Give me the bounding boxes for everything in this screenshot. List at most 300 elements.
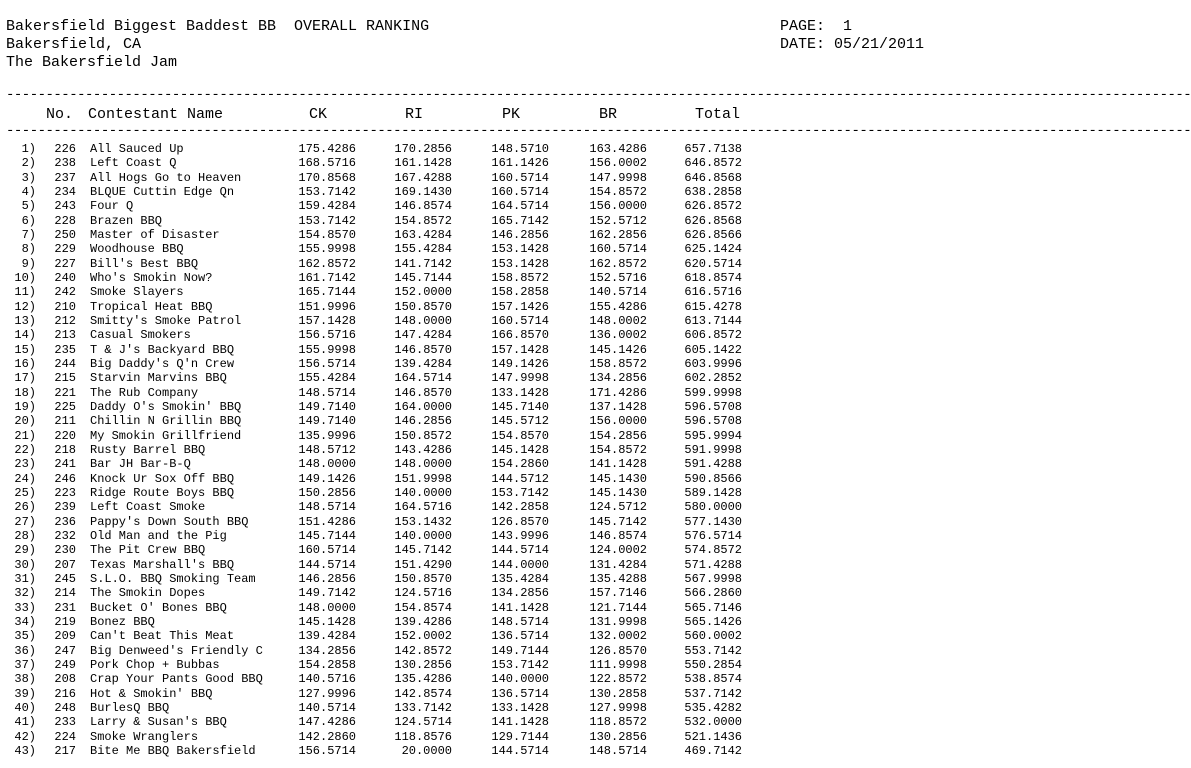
column-header-ri: RI <box>405 106 424 123</box>
cell-rank: 3) <box>21 170 36 185</box>
cell-ri: 154.8574 <box>394 600 452 615</box>
top-rule: ------------------------------------------------------------------------------------------------------------------------------------------------------ <box>6 87 1191 103</box>
cell-pk: 136.5714 <box>491 686 549 701</box>
cell-contestant-name: The Pit Crew BBQ <box>90 543 206 558</box>
cell-br: 124.0002 <box>589 543 647 558</box>
cell-ri: 151.4290 <box>394 557 452 572</box>
cell-contestant-name: Ridge Route Boys BBQ <box>90 485 235 500</box>
cell-pk: 144.5714 <box>491 743 549 758</box>
cell-rank: 4) <box>21 185 36 199</box>
cell-pk: 153.7142 <box>491 657 549 672</box>
cell-contestant-name: Left Coast Q <box>90 156 177 171</box>
cell-rank: 19) <box>14 399 36 414</box>
cell-rank: 33) <box>14 600 36 615</box>
cell-number: 212 <box>54 314 76 328</box>
cell-total: 521.1436 <box>684 729 742 744</box>
cell-number: 242 <box>54 285 76 300</box>
cell-total: 625.1424 <box>684 242 742 257</box>
cell-rank: 9) <box>21 256 36 271</box>
cell-rank: 26) <box>14 500 36 515</box>
cell-total: 606.8572 <box>684 328 742 343</box>
cell-br: 148.0002 <box>589 314 647 328</box>
cell-contestant-name: Big Denweed's Friendly C <box>90 643 263 658</box>
cell-total: 567.9998 <box>684 571 742 586</box>
cell-contestant-name: Texas Marshall's BBQ <box>90 557 235 572</box>
cell-ri: 170.2856 <box>394 142 452 156</box>
cell-rank: 29) <box>14 543 36 558</box>
cell-number: 234 <box>54 185 76 199</box>
table-row <box>0 629 950 643</box>
cell-rank: 32) <box>14 586 36 601</box>
cell-br: 156.0000 <box>589 414 647 429</box>
cell-br: 152.5716 <box>589 271 647 285</box>
column-header-name: Contestant Name <box>88 106 224 123</box>
cell-rank: 20) <box>14 414 36 429</box>
cell-pk: 134.2856 <box>491 586 549 601</box>
cell-ri: 142.8574 <box>394 686 452 701</box>
cell-rank: 14) <box>14 328 36 343</box>
cell-rank: 41) <box>14 715 36 730</box>
cell-rank: 8) <box>21 242 36 257</box>
cell-contestant-name: Bonez BBQ <box>90 614 155 629</box>
cell-ri: 141.7142 <box>394 256 452 271</box>
table-row <box>0 386 950 400</box>
cell-ck: 155.4284 <box>298 371 356 386</box>
cell-pk: 161.1426 <box>491 156 549 171</box>
cell-number: 209 <box>54 629 76 644</box>
cell-br: 121.7144 <box>589 600 647 615</box>
cell-pk: 157.1426 <box>491 299 549 314</box>
cell-pk: 158.8572 <box>491 271 549 285</box>
table-row <box>0 586 950 600</box>
table-row <box>0 457 950 471</box>
cell-pk: 153.1428 <box>491 256 549 271</box>
cell-total: 646.8568 <box>684 170 742 185</box>
cell-rank: 38) <box>14 672 36 687</box>
cell-ck: 153.7142 <box>298 213 356 228</box>
cell-ri: 152.0002 <box>394 629 452 644</box>
cell-total: 595.9994 <box>684 428 742 443</box>
cell-total: 596.5708 <box>684 414 742 429</box>
cell-br: 118.8572 <box>589 715 647 730</box>
table-row <box>0 242 950 256</box>
cell-ri: 164.0000 <box>394 399 452 414</box>
cell-total: 589.1428 <box>684 485 742 500</box>
cell-pk: 142.2858 <box>491 500 549 515</box>
table-row <box>0 500 950 514</box>
cell-number: 225 <box>54 399 76 414</box>
cell-number: 244 <box>54 356 76 371</box>
cell-ck: 159.4284 <box>298 199 356 214</box>
cell-rank: 23) <box>14 457 36 472</box>
cell-number: 219 <box>54 614 76 629</box>
cell-number: 232 <box>54 528 76 543</box>
cell-ri: 142.8572 <box>394 643 452 658</box>
cell-br: 137.1428 <box>589 399 647 414</box>
cell-total: 566.2860 <box>684 586 742 601</box>
cell-br: 158.8572 <box>589 356 647 371</box>
cell-br: 148.5714 <box>589 743 647 758</box>
cell-total: 560.0002 <box>684 629 742 644</box>
table-row <box>0 429 950 443</box>
cell-contestant-name: Brazen BBQ <box>90 213 163 228</box>
cell-ri: 140.0000 <box>394 485 452 500</box>
cell-number: 247 <box>54 643 76 658</box>
cell-number: 248 <box>54 700 76 715</box>
cell-rank: 36) <box>14 643 36 658</box>
cell-number: 214 <box>54 586 76 601</box>
cell-number: 233 <box>54 715 76 730</box>
cell-number: 249 <box>54 657 76 672</box>
cell-contestant-name: Daddy O's Smokin' BBQ <box>90 399 242 414</box>
cell-rank: 25) <box>14 485 36 500</box>
cell-total: 626.8572 <box>684 199 742 214</box>
cell-ri: 139.4284 <box>394 356 452 371</box>
cell-ck: 151.4286 <box>298 514 356 529</box>
cell-pk: 153.7142 <box>491 485 549 500</box>
cell-br: 136.0002 <box>589 328 647 343</box>
cell-ck: 150.2856 <box>298 485 356 500</box>
cell-ck: 156.5714 <box>298 743 356 758</box>
bottom-rule: ------------------------------------------------------------------------------------------------------------------------------------------------------ <box>6 123 1191 139</box>
cell-ck: 149.1426 <box>298 471 356 486</box>
report-city: Bakersfield, CA <box>6 36 142 53</box>
cell-br: 157.7146 <box>589 586 647 601</box>
cell-total: 616.5716 <box>684 285 742 300</box>
cell-pk: 146.2856 <box>491 228 549 242</box>
cell-ri: 124.5716 <box>394 586 452 601</box>
cell-number: 218 <box>54 442 76 457</box>
cell-total: 602.2852 <box>684 371 742 386</box>
table-row <box>0 601 950 615</box>
table-row <box>0 343 950 357</box>
cell-number: 207 <box>54 557 76 572</box>
cell-br: 154.8572 <box>589 442 647 457</box>
table-row <box>0 515 950 529</box>
cell-rank: 35) <box>14 629 36 644</box>
cell-ck: 154.8570 <box>298 228 356 242</box>
cell-ri: 155.4284 <box>394 242 452 257</box>
cell-ri: 118.8576 <box>394 729 452 744</box>
cell-ck: 149.7140 <box>298 414 356 429</box>
cell-br: 160.5714 <box>589 242 647 257</box>
cell-br: 163.4286 <box>589 142 647 156</box>
cell-rank: 40) <box>14 700 36 715</box>
cell-ri: 161.1428 <box>394 156 452 171</box>
cell-contestant-name: S.L.O. BBQ Smoking Team <box>90 571 256 586</box>
cell-rank: 5) <box>21 199 36 214</box>
cell-pk: 158.2858 <box>491 285 549 300</box>
cell-contestant-name: Bite Me BBQ Bakersfield <box>90 743 256 758</box>
cell-br: 145.1430 <box>589 471 647 486</box>
cell-ri: 145.7144 <box>394 271 452 285</box>
cell-contestant-name: Master of Disaster <box>90 228 220 242</box>
cell-br: 130.2856 <box>589 729 647 744</box>
cell-pk: 144.5714 <box>491 543 549 558</box>
cell-br: 111.9998 <box>589 657 647 672</box>
cell-ck: 148.0000 <box>298 457 356 472</box>
cell-ck: 161.7142 <box>298 271 356 285</box>
cell-total: 620.5714 <box>684 256 742 271</box>
cell-rank: 1) <box>21 142 36 156</box>
cell-ri: 130.2856 <box>394 657 452 672</box>
table-row <box>0 543 950 557</box>
cell-ri: 140.0000 <box>394 528 452 543</box>
cell-number: 228 <box>54 213 76 228</box>
cell-pk: 133.1428 <box>491 385 549 400</box>
cell-rank: 39) <box>14 686 36 701</box>
cell-contestant-name: My Smokin Grillfriend <box>90 428 242 443</box>
cell-br: 131.9998 <box>589 614 647 629</box>
cell-pk: 149.1426 <box>491 356 549 371</box>
cell-pk: 145.5712 <box>491 414 549 429</box>
cell-contestant-name: All Sauced Up <box>90 142 184 156</box>
cell-contestant-name: Hot & Smokin' BBQ <box>90 686 213 701</box>
page-number: PAGE: 1 <box>780 18 853 35</box>
table-row <box>0 744 950 758</box>
table-row <box>0 572 950 586</box>
cell-number: 211 <box>54 414 76 429</box>
cell-ck: 134.2856 <box>298 643 356 658</box>
cell-ri: 148.0000 <box>394 457 452 472</box>
cell-contestant-name: BLQUE Cuttin Edge Qn <box>90 185 235 199</box>
table-row <box>0 400 950 414</box>
cell-ri: 150.8570 <box>394 299 452 314</box>
cell-ck: 156.5714 <box>298 356 356 371</box>
cell-pk: 144.5712 <box>491 471 549 486</box>
cell-pk: 160.5714 <box>491 314 549 328</box>
cell-ck: 149.7140 <box>298 399 356 414</box>
cell-pk: 166.8570 <box>491 328 549 343</box>
cell-pk: 154.8570 <box>491 428 549 443</box>
cell-ck: 139.4284 <box>298 629 356 644</box>
cell-ri: 147.4284 <box>394 328 452 343</box>
table-row <box>0 156 950 170</box>
cell-ck: 144.5714 <box>298 557 356 572</box>
cell-br: 162.2856 <box>589 228 647 242</box>
cell-rank: 28) <box>14 528 36 543</box>
cell-total: 591.9998 <box>684 442 742 457</box>
cell-contestant-name: Bar JH Bar-B-Q <box>90 457 191 472</box>
cell-number: 229 <box>54 242 76 257</box>
cell-br: 145.1430 <box>589 485 647 500</box>
cell-contestant-name: Can't Beat This Meat <box>90 629 235 644</box>
table-row <box>0 271 950 285</box>
cell-ck: 157.1428 <box>298 314 356 328</box>
cell-number: 237 <box>54 170 76 185</box>
cell-number: 235 <box>54 342 76 357</box>
table-row <box>0 414 950 428</box>
cell-pk: 148.5710 <box>491 142 549 156</box>
cell-number: 240 <box>54 271 76 285</box>
cell-contestant-name: Chillin N Grillin BBQ <box>90 414 242 429</box>
table-row <box>0 328 950 342</box>
cell-pk: 164.5714 <box>491 199 549 214</box>
cell-total: 580.0000 <box>684 500 742 515</box>
cell-total: 599.9998 <box>684 385 742 400</box>
cell-total: 576.5714 <box>684 528 742 543</box>
table-row <box>0 257 950 271</box>
table-row <box>0 443 950 457</box>
cell-pk: 160.5714 <box>491 185 549 199</box>
cell-rank: 30) <box>14 557 36 572</box>
cell-br: 145.7142 <box>589 514 647 529</box>
cell-ck: 140.5714 <box>298 700 356 715</box>
cell-ri: 124.5714 <box>394 715 452 730</box>
table-row <box>0 171 950 185</box>
cell-total: 605.1422 <box>684 342 742 357</box>
cell-contestant-name: Smoke Wranglers <box>90 729 199 744</box>
cell-pk: 145.1428 <box>491 442 549 457</box>
table-row <box>0 486 950 500</box>
cell-contestant-name: Who's Smokin Now? <box>90 271 213 285</box>
cell-br: 154.8572 <box>589 185 647 199</box>
cell-ri: 146.2856 <box>394 414 452 429</box>
cell-rank: 43) <box>14 743 36 758</box>
table-row <box>0 701 950 715</box>
cell-number: 213 <box>54 328 76 343</box>
cell-total: 638.2858 <box>684 185 742 199</box>
table-row <box>0 730 950 744</box>
cell-ck: 156.5716 <box>298 328 356 343</box>
cell-number: 245 <box>54 571 76 586</box>
table-row <box>0 314 950 328</box>
cell-ck: 170.8568 <box>298 170 356 185</box>
cell-ck: 146.2856 <box>298 571 356 586</box>
cell-pk: 165.7142 <box>491 213 549 228</box>
cell-contestant-name: Crap Your Pants Good BBQ <box>90 672 263 687</box>
cell-total: 535.4282 <box>684 700 742 715</box>
cell-br: 130.2858 <box>589 686 647 701</box>
cell-ri: 143.4286 <box>394 442 452 457</box>
cell-total: 591.4288 <box>684 457 742 472</box>
report-date: DATE: 05/21/2011 <box>780 36 925 53</box>
cell-total: 553.7142 <box>684 643 742 658</box>
cell-ri: 164.5716 <box>394 500 452 515</box>
cell-rank: 24) <box>14 471 36 486</box>
column-header-total: Total <box>695 106 741 123</box>
table-row <box>0 687 950 701</box>
cell-contestant-name: The Rub Company <box>90 385 199 400</box>
cell-number: 227 <box>54 256 76 271</box>
cell-ck: 155.9998 <box>298 342 356 357</box>
cell-number: 217 <box>54 743 76 758</box>
table-row <box>0 214 950 228</box>
cell-br: 145.1426 <box>589 342 647 357</box>
cell-pk: 135.4284 <box>491 571 549 586</box>
cell-total: 603.9996 <box>684 356 742 371</box>
cell-number: 230 <box>54 543 76 558</box>
cell-ri: 146.8570 <box>394 385 452 400</box>
cell-pk: 126.8570 <box>491 514 549 529</box>
cell-pk: 154.2860 <box>491 457 549 472</box>
cell-ck: 168.5716 <box>298 156 356 171</box>
cell-pk: 153.1428 <box>491 242 549 257</box>
cell-number: 226 <box>54 142 76 156</box>
column-header-no: No. <box>46 106 74 123</box>
table-row <box>0 142 950 156</box>
table-row <box>0 672 950 686</box>
cell-ck: 162.8572 <box>298 256 356 271</box>
cell-contestant-name: Pappy's Down South BBQ <box>90 514 249 529</box>
cell-total: 590.8566 <box>684 471 742 486</box>
cell-ri: 164.5714 <box>394 371 452 386</box>
cell-ri: 20.0000 <box>401 743 452 758</box>
cell-number: 224 <box>54 729 76 744</box>
cell-contestant-name: Woodhouse BBQ <box>90 242 184 257</box>
table-row <box>0 357 950 371</box>
cell-br: 156.0000 <box>589 199 647 214</box>
cell-number: 243 <box>54 199 76 214</box>
cell-rank: 10) <box>14 271 36 285</box>
cell-ri: 151.9998 <box>394 471 452 486</box>
cell-number: 220 <box>54 428 76 443</box>
cell-number: 246 <box>54 471 76 486</box>
cell-pk: 145.7140 <box>491 399 549 414</box>
cell-ri: 153.1432 <box>394 514 452 529</box>
cell-ri: 148.0000 <box>394 314 452 328</box>
cell-number: 241 <box>54 457 76 472</box>
cell-br: 156.0002 <box>589 156 647 171</box>
cell-rank: 7) <box>21 228 36 242</box>
cell-br: 124.5712 <box>589 500 647 515</box>
table-row <box>0 285 950 299</box>
cell-number: 216 <box>54 686 76 701</box>
cell-ri: 169.1430 <box>394 185 452 199</box>
cell-number: 223 <box>54 485 76 500</box>
cell-contestant-name: Smitty's Smoke Patrol <box>90 314 242 328</box>
cell-ri: 146.8574 <box>394 199 452 214</box>
cell-rank: 34) <box>14 614 36 629</box>
table-row <box>0 199 950 213</box>
cell-pk: 133.1428 <box>491 700 549 715</box>
cell-br: 126.8570 <box>589 643 647 658</box>
table-row <box>0 615 950 629</box>
cell-pk: 157.1428 <box>491 342 549 357</box>
cell-total: 618.8574 <box>684 271 742 285</box>
cell-number: 231 <box>54 600 76 615</box>
cell-ck: 142.2860 <box>298 729 356 744</box>
column-header-br: BR <box>599 106 618 123</box>
table-row <box>0 300 950 314</box>
cell-ri: 167.4288 <box>394 170 452 185</box>
cell-number: 236 <box>54 514 76 529</box>
cell-pk: 129.7144 <box>491 729 549 744</box>
cell-total: 537.7142 <box>684 686 742 701</box>
cell-br: 154.2856 <box>589 428 647 443</box>
cell-pk: 160.5714 <box>491 170 549 185</box>
cell-ck: 145.7144 <box>298 528 356 543</box>
report-event: The Bakersfield Jam <box>6 54 178 71</box>
cell-total: 615.4278 <box>684 299 742 314</box>
table-row <box>0 228 950 242</box>
cell-ck: 148.5714 <box>298 385 356 400</box>
cell-ck: 127.9996 <box>298 686 356 701</box>
table-row <box>0 371 950 385</box>
cell-br: 171.4286 <box>589 385 647 400</box>
cell-rank: 22) <box>14 442 36 457</box>
cell-pk: 149.7144 <box>491 643 549 658</box>
cell-ck: 140.5716 <box>298 672 356 687</box>
cell-contestant-name: Left Coast Smoke <box>90 500 206 515</box>
cell-total: 613.7144 <box>684 314 742 328</box>
cell-br: 155.4286 <box>589 299 647 314</box>
cell-ck: 148.0000 <box>298 600 356 615</box>
cell-ri: 150.8570 <box>394 571 452 586</box>
cell-br: 152.5712 <box>589 213 647 228</box>
cell-total: 565.7146 <box>684 600 742 615</box>
cell-ri: 135.4286 <box>394 672 452 687</box>
